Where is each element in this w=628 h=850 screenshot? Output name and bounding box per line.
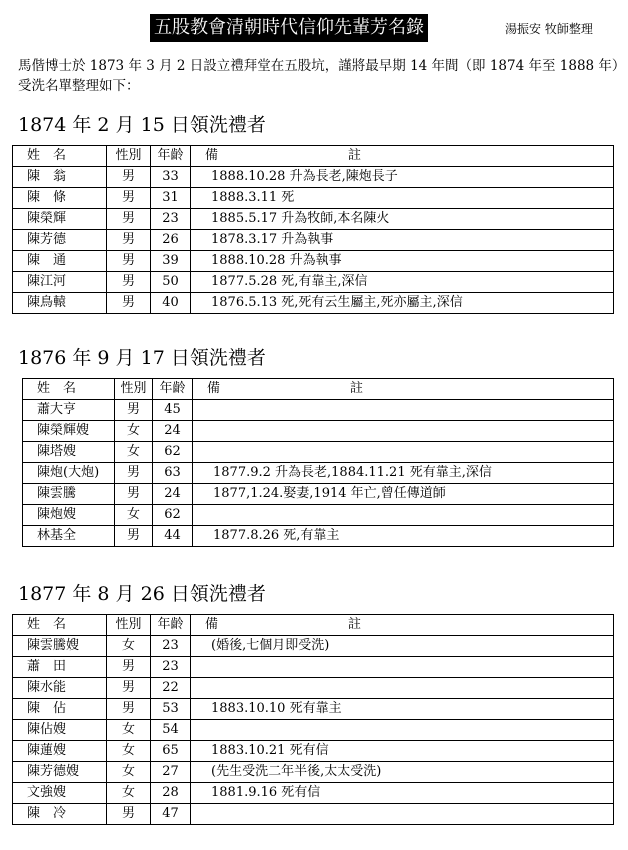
author-credit: 湯振安 牧師整理 (505, 22, 593, 36)
person-name: 文強嫂 (13, 783, 107, 804)
person-age: 23 (151, 636, 191, 657)
column-header-age: 年齡 (151, 146, 191, 167)
section-heading-1874: 1874 年 2 月 15 日領洗禮者 (18, 114, 266, 136)
person-age: 62 (153, 505, 193, 526)
person-name: 陳榮輝 (13, 209, 107, 230)
table-row (13, 251, 614, 272)
table-header-row (13, 146, 614, 167)
person-remarks: 1877,1.24.娶妻,1914 年亡,曾任傳道師 (193, 484, 614, 505)
person-age: 54 (151, 720, 191, 741)
table-row (13, 762, 614, 783)
person-sex: 男 (107, 230, 151, 251)
person-name: 蕭 田 (13, 657, 107, 678)
person-sex: 男 (115, 484, 153, 505)
column-header-name: 姓 名 (23, 379, 115, 400)
person-name: 陳塔嫂 (23, 442, 115, 463)
person-age: 65 (151, 741, 191, 762)
table-row (13, 783, 614, 804)
person-remarks (193, 505, 614, 526)
person-name: 陳雲騰嫂 (13, 636, 107, 657)
person-sex: 女 (107, 783, 151, 804)
table-row (13, 209, 614, 230)
person-sex: 女 (107, 741, 151, 762)
person-remarks: 1878.3.17 升為執事 (191, 230, 614, 251)
table-row (23, 526, 614, 547)
person-sex: 男 (107, 678, 151, 699)
baptism-table-1876 (22, 378, 614, 547)
person-remarks: (婚後,七個月即受洗) (191, 636, 614, 657)
person-remarks: 1885.5.17 升為牧師,本名陳火 (191, 209, 614, 230)
person-remarks: 1877.5.28 死,有靠主,深信 (191, 272, 614, 293)
person-sex: 女 (115, 442, 153, 463)
person-age: 39 (151, 251, 191, 272)
person-age: 26 (151, 230, 191, 251)
baptism-table-1874 (12, 145, 614, 314)
person-remarks: 1883.10.21 死有信 (191, 741, 614, 762)
person-name: 陳 冷 (13, 804, 107, 825)
person-name: 陳 翁 (13, 167, 107, 188)
table-row (13, 167, 614, 188)
person-remarks: 1877.8.26 死,有靠主 (193, 526, 614, 547)
column-header-sex: 性別 (115, 379, 153, 400)
person-age: 53 (151, 699, 191, 720)
column-header-remarks-a: 備 (207, 381, 221, 396)
person-sex: 女 (107, 720, 151, 741)
column-header-remarks-a: 備 (205, 148, 219, 163)
person-age: 31 (151, 188, 191, 209)
table-row (23, 442, 614, 463)
person-name: 陳雲騰 (23, 484, 115, 505)
column-header-remarks (191, 615, 614, 636)
column-header-remarks (193, 379, 614, 400)
person-remarks (191, 657, 614, 678)
person-name: 陳 佔 (13, 699, 107, 720)
person-name: 陳蓮嫂 (13, 741, 107, 762)
person-sex: 男 (115, 526, 153, 547)
person-name: 陳芳德嫂 (13, 762, 107, 783)
person-name: 陳 通 (13, 251, 107, 272)
person-remarks (193, 421, 614, 442)
baptism-table-1877 (12, 614, 614, 825)
table-row (23, 505, 614, 526)
person-remarks (193, 442, 614, 463)
person-remarks: 1888.10.28 升為執事 (191, 251, 614, 272)
page-header (0, 14, 628, 44)
column-header-remarks-b: 註 (348, 617, 362, 632)
column-header-name: 姓 名 (13, 146, 107, 167)
person-age: 24 (153, 421, 193, 442)
table-row (13, 699, 614, 720)
person-sex: 男 (107, 699, 151, 720)
table-row (13, 741, 614, 762)
person-age: 24 (153, 484, 193, 505)
person-remarks (193, 400, 614, 421)
person-sex: 女 (107, 636, 151, 657)
person-sex: 女 (115, 421, 153, 442)
person-name: 陳水能 (13, 678, 107, 699)
person-sex: 男 (107, 251, 151, 272)
table-row (13, 293, 614, 314)
person-remarks: 1888.3.11 死 (191, 188, 614, 209)
person-age: 23 (151, 209, 191, 230)
person-age: 44 (153, 526, 193, 547)
person-age: 62 (153, 442, 193, 463)
document-title: 五股教會清朝時代信仰先輩芳名錄 (150, 14, 428, 42)
person-sex: 女 (115, 505, 153, 526)
table-row (23, 463, 614, 484)
intro-paragraph: 馬偕博士於 1873 年 3 月 2 日設立禮拜堂在五股坑，謹將最早期 14 年間（即 1874 年至 1888 年）受洗名單整理如下： (18, 58, 619, 94)
person-remarks: 1876.5.13 死,死有云生屬主,死亦屬主,深信 (191, 293, 614, 314)
person-name: 陳炮嫂 (23, 505, 115, 526)
table-row (13, 720, 614, 741)
column-header-name: 姓 名 (13, 615, 107, 636)
person-age: 45 (153, 400, 193, 421)
person-name: 林基全 (23, 526, 115, 547)
person-name: 陳炮(大炮) (23, 463, 115, 484)
person-name: 陳榮輝嫂 (23, 421, 115, 442)
person-remarks: (先生受洗二年半後,太太受洗) (191, 762, 614, 783)
person-name: 陳佔嫂 (13, 720, 107, 741)
person-age: 40 (151, 293, 191, 314)
person-age: 23 (151, 657, 191, 678)
person-age: 22 (151, 678, 191, 699)
person-sex: 男 (107, 209, 151, 230)
person-sex: 男 (107, 188, 151, 209)
table-row (23, 484, 614, 505)
table-row (13, 272, 614, 293)
column-header-age: 年齡 (151, 615, 191, 636)
table-row (23, 400, 614, 421)
person-sex: 男 (107, 293, 151, 314)
person-name: 蕭大亨 (23, 400, 115, 421)
person-age: 50 (151, 272, 191, 293)
person-sex: 女 (107, 762, 151, 783)
table-row (13, 230, 614, 251)
column-header-sex: 性別 (107, 615, 151, 636)
table-header-row (23, 379, 614, 400)
column-header-remarks-a: 備 (205, 617, 219, 632)
table-row (13, 188, 614, 209)
table-row (13, 657, 614, 678)
table-header-row (13, 615, 614, 636)
person-sex: 男 (107, 657, 151, 678)
column-header-remarks-b: 註 (350, 381, 364, 396)
person-age: 47 (151, 804, 191, 825)
person-remarks: 1877.9.2 升為長老,1884.11.21 死有靠主,深信 (193, 463, 614, 484)
table-row (13, 678, 614, 699)
person-name: 陳 條 (13, 188, 107, 209)
column-header-sex: 性別 (107, 146, 151, 167)
person-name: 陳鳥轅 (13, 293, 107, 314)
section-heading-1876: 1876 年 9 月 17 日領洗禮者 (18, 347, 266, 369)
person-sex: 男 (115, 400, 153, 421)
person-remarks (191, 804, 614, 825)
person-remarks: 1881.9.16 死有信 (191, 783, 614, 804)
table-row (13, 636, 614, 657)
person-sex: 男 (107, 167, 151, 188)
column-header-age: 年齡 (153, 379, 193, 400)
person-age: 28 (151, 783, 191, 804)
person-remarks (191, 678, 614, 699)
person-remarks (191, 720, 614, 741)
person-age: 33 (151, 167, 191, 188)
person-name: 陳江河 (13, 272, 107, 293)
table-row (23, 421, 614, 442)
person-age: 27 (151, 762, 191, 783)
person-sex: 男 (107, 804, 151, 825)
person-sex: 男 (107, 272, 151, 293)
person-remarks: 1888.10.28 升為長老,陳炮長子 (191, 167, 614, 188)
column-header-remarks (191, 146, 614, 167)
person-age: 63 (153, 463, 193, 484)
column-header-remarks-b: 註 (348, 148, 362, 163)
person-remarks: 1883.10.10 死有靠主 (191, 699, 614, 720)
person-name: 陳芳德 (13, 230, 107, 251)
table-row (13, 804, 614, 825)
section-heading-1877: 1877 年 8 月 26 日領洗禮者 (18, 583, 266, 605)
person-sex: 男 (115, 463, 153, 484)
